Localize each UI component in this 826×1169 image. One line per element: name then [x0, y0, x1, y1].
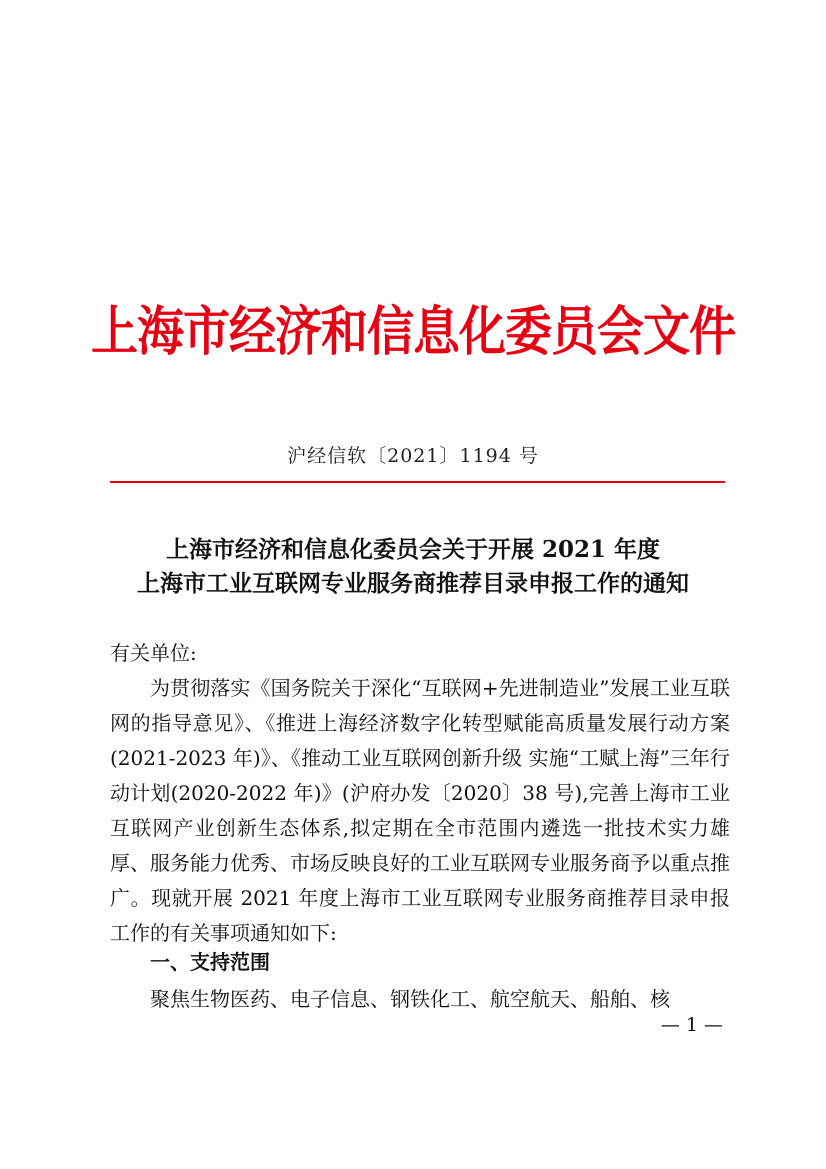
body-paragraph-1: 为贯彻落实《国务院关于深化“互联网+先进制造业”发展工业互联网的指导意见》、《推进上海经济数字化转型赋能高质量发展行动方案(2021-2023 年)》、《推动工业互联网创新升级 实施“工赋上海”三年行动计划(2020-2022 年)》(沪府办发〔2020〕38 号),完善上海市工业互联网产业创新生态体系,拟定期在全市范围内遴选一批技术实力雄厚、服务能力优秀、市场反映良好的工业互联网专业服务商予以重点推广。现就开展 2021 年度上海市工业互联网专业服务商推荐目录申报工作的有关事项通知如下:: [110, 676, 730, 945]
section-heading-scope: 一、支持范围: [150, 950, 270, 974]
red-divider-line: [110, 481, 725, 483]
notice-title-line-2: 上海市工业互联网专业服务商推荐目录申报工作的通知: [137, 570, 689, 597]
document-number: 沪经信软〔2021〕1194 号: [287, 445, 539, 467]
notice-title: [0, 533, 826, 601]
salutation: 有关单位:: [110, 641, 197, 665]
page-number: — 1 —: [660, 1014, 723, 1036]
document-header-title: 上海市经济和信息化委员会文件: [91, 301, 735, 363]
body-paragraph-2: 聚焦生物医药、电子信息、钢铁化工、航空航天、船舶、核: [150, 987, 670, 1011]
notice-title-line-1: 上海市经济和信息化委员会关于开展 2021 年度: [165, 536, 661, 563]
